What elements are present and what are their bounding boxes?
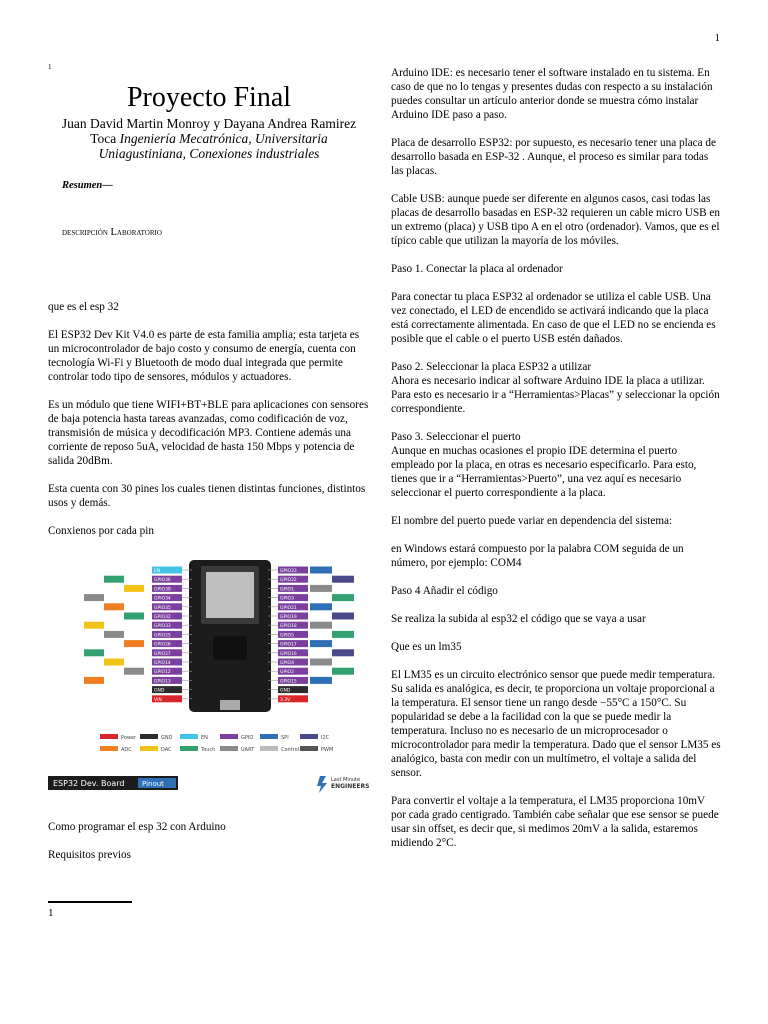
left-func-badge xyxy=(104,603,124,610)
step1-title: Paso 1. Conectar la placa al ordenador xyxy=(391,263,563,275)
section-heading: descripción Laboratorio xyxy=(62,227,162,238)
legend-label: GND xyxy=(161,735,173,741)
step2-body: Ahora es necesario indicar al software Arduino IDE la placa a utilizar. Para esto es necesario ir a “Herramientas>Placas” y seleccionar la opción correspondiente. xyxy=(391,375,720,415)
esp32-pinout-diagram xyxy=(48,552,370,802)
legend-swatch xyxy=(140,746,158,751)
right-pin-label: GPIO18 xyxy=(280,624,297,630)
step3-block xyxy=(391,430,721,500)
left-pin-label: GPIO32 xyxy=(154,615,171,620)
document-title: Proyecto Final xyxy=(126,82,292,113)
right-pin-label: GPIO23 xyxy=(280,569,297,574)
step1-body: Para conectar tu placa ESP32 al ordenador se utiliza el cable USB. Una vez conectado, el LED de encendido se activará indicando que la placa está correctamente alimentada. En caso de que el LED no se encienda es posible que el cable o el puerto USB estén dañados. xyxy=(391,291,716,345)
legend-swatch xyxy=(180,746,198,751)
right-pin-label: GPIO2 xyxy=(280,670,294,676)
module-shield xyxy=(206,572,254,618)
footnote-number: 1 xyxy=(48,907,54,919)
right-pin-label: GPIO22 xyxy=(280,578,297,584)
step2-block xyxy=(391,360,721,416)
step3-body: Aunque en muchas ocasiones el propio IDE determina el puerto empleado por la placa, en otras es necesario especificarlo. Para esto, tienes que ir a “Herramientas>Puerto”, una vez aquí es necesario seleccionar el puerto correspondiente a la placa. xyxy=(391,445,697,499)
left-func-badge xyxy=(124,668,144,675)
left-func-badge xyxy=(104,576,124,583)
legend-swatch xyxy=(260,734,278,739)
footnote-rule xyxy=(48,901,132,903)
left-pin-label: GPIO33 xyxy=(154,624,171,630)
left-pin-label: GPIO12 xyxy=(154,670,171,676)
left-pin-label: EN xyxy=(154,569,161,574)
left-pin-label: GPIO36 xyxy=(154,578,171,584)
right-func-badge xyxy=(310,567,332,574)
legend-label: Control xyxy=(281,747,300,753)
legend-label: SPI xyxy=(281,735,289,741)
lm35-question: Que es un lm35 xyxy=(391,641,462,653)
legend-swatch xyxy=(260,746,278,751)
step3-title: Paso 3. Seleccionar el puerto xyxy=(391,431,521,443)
usb-port xyxy=(220,700,240,710)
paragraph-esp32-module: Es un módulo que tiene WIFI+BT+BLE para aplicaciones con sensores de baja potencia hasta tareas avanzadas, como codificación de voz, transmisión de música y decodificación MP3. Contiene además una corriente de reposo 5uA, velocidad de hasta 150 Mbps y potencia de salida 20dBm. xyxy=(48,399,369,467)
left-func-badge xyxy=(84,622,104,629)
right-pin-label: GPIO19 xyxy=(280,615,297,620)
legend-label: EN xyxy=(201,735,208,741)
pinout-tag: Pinout xyxy=(142,780,164,788)
paragraph-pin-connections: Conxienos por cada pin xyxy=(48,525,154,537)
right-func-badge xyxy=(332,594,354,601)
brand-line2: ENGINEERS xyxy=(331,783,370,790)
legend-swatch xyxy=(140,734,158,739)
windows-port-note: en Windows estará compuesto por la palabra COM seguida de un número, por ejemplo: COM4 xyxy=(391,543,684,569)
right-pin-label: GPIO4 xyxy=(280,661,294,666)
abstract-label: Resumen— xyxy=(62,180,113,191)
legend-swatch xyxy=(220,734,238,739)
right-pin-label: GPIO21 xyxy=(280,605,297,611)
brand-bolt-icon xyxy=(317,776,327,793)
right-pin-label: GPIO1 xyxy=(280,587,294,593)
legend-label: GPIO xyxy=(241,735,254,741)
lm35-description: El LM35 es un circuito electrónico sensor que puede medir temperatura. Su salida es analógica, es decir, te proporciona un voltaje proporcional a la temperatura. El sensor tiene un rango desde −55°C a 150°C. Su popularidad se debe a la facilidad con la que se puede medir la temperatura. Incluso no es necesario de un microprocesador o microcontrolador para medir la temperatura. Dado que el sensor LM35 es analógico, basta con medir con un multímetro, el voltaje a salida del sensor. xyxy=(391,669,721,779)
legend-swatch xyxy=(300,746,318,751)
right-func-badge xyxy=(310,640,332,647)
legend-label: ADC xyxy=(121,747,132,753)
legend-label: PWM xyxy=(321,747,334,753)
step4-title: Paso 4 Añadir el código xyxy=(391,585,498,597)
req-arduino-ide: Arduino IDE: es necesario tener el software instalado en tu sistema. En caso de que no lo tengas y presentes dudas con respecto a su instalación puedes consultar un artículo anterior donde se muestra cómo instalar Arduino IDE paso a paso. xyxy=(391,67,713,121)
right-pin-label: GPIO3 xyxy=(280,596,294,602)
left-pin-label: GPIO25 xyxy=(154,633,171,639)
right-func-badge xyxy=(310,659,332,666)
left-func-badge xyxy=(124,585,144,592)
lm35-conversion: Para convertir el voltaje a la temperatura, el LM35 proporciona 10mV por cada grado centigrado. También cabe señalar que ese sensor se puede usar sin offset, es decir que, si medimos 20mV a la salida, estaremos midiendo 2°C. xyxy=(391,795,719,849)
right-pin-label: GND xyxy=(280,688,291,694)
chip xyxy=(213,636,247,660)
footnote-mark: 1 xyxy=(48,63,52,71)
left-pin-label: GPIO14 xyxy=(154,661,171,666)
left-func-badge xyxy=(104,659,124,666)
port-name-note: El nombre del puerto puede variar en dependencia del sistema: xyxy=(391,515,673,527)
page-number: 1 xyxy=(714,32,720,44)
right-func-badge xyxy=(310,622,332,629)
left-pin-label: GPIO13 xyxy=(154,679,171,685)
left-pin-label: GND xyxy=(154,688,165,694)
right-func-badge xyxy=(332,649,354,656)
left-pin-label: GPIO35 xyxy=(154,605,171,611)
step4-body: Se realiza la subida al esp32 el código que se vaya a usar xyxy=(391,613,646,625)
legend-swatch xyxy=(100,734,118,739)
legend-label: UART xyxy=(241,747,255,753)
right-pin-label: GPIO17 xyxy=(280,642,297,648)
left-func-badge xyxy=(124,640,144,647)
legend-swatch xyxy=(300,734,318,739)
left-pin-label: GPIO26 xyxy=(154,642,171,648)
left-func-badge xyxy=(124,613,144,620)
pinout-svg xyxy=(48,552,370,802)
left-pin-label: GPIO27 xyxy=(154,651,171,657)
authors-block xyxy=(48,116,370,161)
left-func-badge xyxy=(84,677,104,684)
right-pin-label: 3.3V xyxy=(280,697,291,703)
question-esp32: que es el esp 32 xyxy=(48,301,119,313)
paragraph-esp32-pins: Esta cuenta con 30 pines los cuales tienen distintas funciones, distintos usos y demás. xyxy=(48,483,366,509)
req-dev-board: Placa de desarrollo ESP32: por supuesto, es necesario tener una placa de desarrollo basada en ESP-32 . Aunque, el proceso es similar para todas las placas. xyxy=(391,137,716,177)
right-func-badge xyxy=(310,603,332,610)
legend-label: Touch xyxy=(201,747,216,753)
left-pin-label: GPIO39 xyxy=(154,587,171,593)
right-func-badge xyxy=(332,576,354,583)
author-affiliation: Ingeniería Mecatrónica, Universitaria Uniagustiniana, Conexiones industriales xyxy=(98,131,328,161)
paragraph-prerequisites: Requisitos previos xyxy=(48,849,131,861)
left-func-badge xyxy=(104,631,124,638)
right-pin-label: GPIO5 xyxy=(280,633,294,639)
right-pin-label: GPIO16 xyxy=(280,651,297,657)
paragraph-program-arduino: Como programar el esp 32 con Arduino xyxy=(48,821,226,833)
left-column xyxy=(48,80,370,876)
paragraph-esp32-intro: El ESP32 Dev Kit V4.0 es parte de esta familia amplia; esta tarjeta es un microcontrolador de bajo costo y consumo de energía, cuenta con tecnología Wi-Fi y Bluetooth de modo dual integrada que permite controlar todo tipo de sensores, módulos y actuadores. xyxy=(48,329,360,383)
right-func-badge xyxy=(310,585,332,592)
step2-title: Paso 2. Seleccionar la placa ESP32 a utilizar xyxy=(391,361,592,373)
legend-label: Power xyxy=(121,735,137,741)
left-pin-label: GPIO34 xyxy=(154,596,171,602)
author-names: Juan David Martin Monroy y Dayana Andrea Ramirez Toca xyxy=(61,116,357,146)
right-func-badge xyxy=(310,677,332,684)
left-func-badge xyxy=(84,594,104,601)
legend-swatch xyxy=(180,734,198,739)
legend-swatch xyxy=(100,746,118,751)
right-column xyxy=(391,66,721,864)
legend-label: I2C xyxy=(321,735,330,741)
legend-swatch xyxy=(220,746,238,751)
left-func-badge xyxy=(84,649,104,656)
left-pin-label: VIN xyxy=(154,697,162,703)
brand-line1: Last Minute xyxy=(331,777,361,783)
board-label: ESP32 Dev. Board xyxy=(53,779,125,788)
right-pin-label: GPIO15 xyxy=(280,679,297,685)
right-func-badge xyxy=(332,631,354,638)
legend-label: DAC xyxy=(161,747,172,753)
right-func-badge xyxy=(332,613,354,620)
req-usb-cable: Cable USB: aunque puede ser diferente en algunos casos, casi todas las placas de desarrollo basadas en ESP-32 requieren un cable micro USB en un extremo (placa) y USB tipo A en el otro (ordenador). Vamos, que es el típico cable que utilizan la mayoría de los móviles. xyxy=(391,193,720,247)
right-func-badge xyxy=(332,668,354,675)
